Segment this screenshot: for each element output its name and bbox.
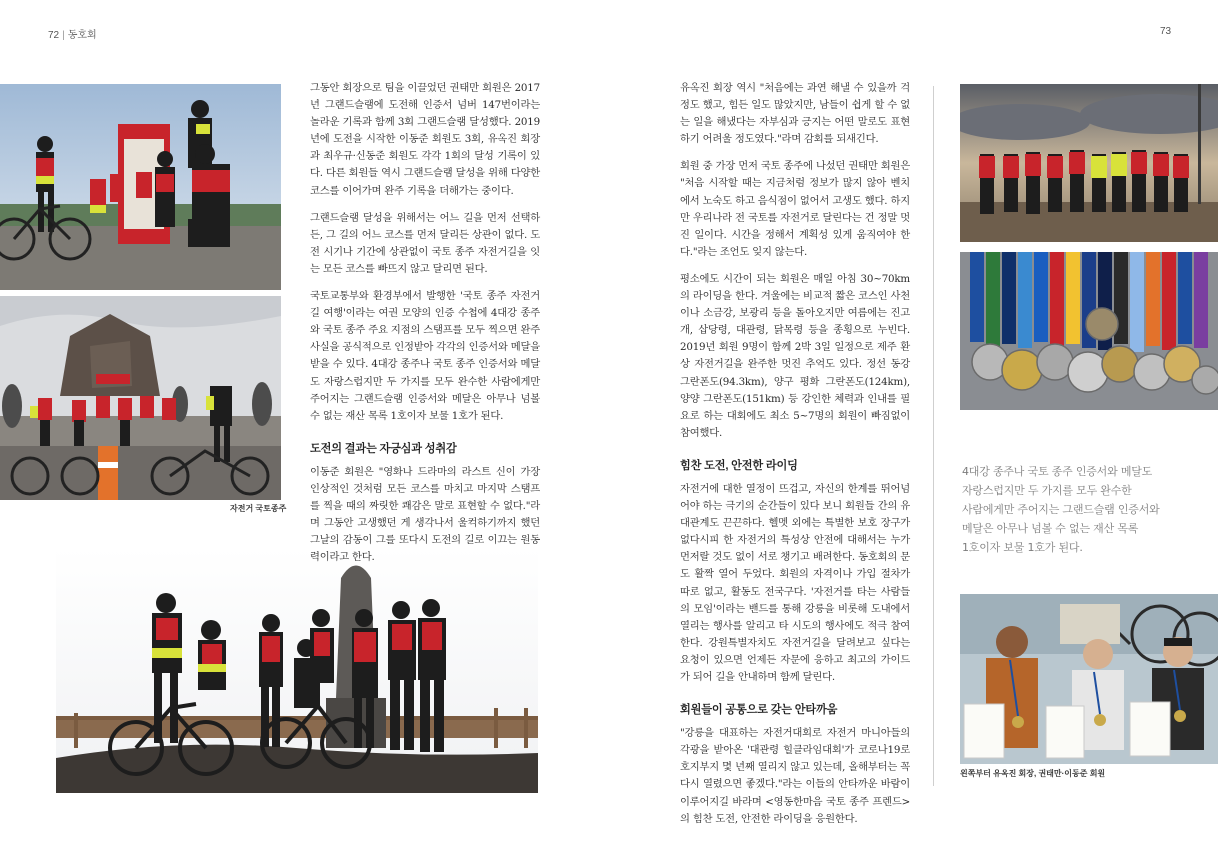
header-separator: |	[62, 30, 65, 41]
column-divider	[933, 86, 934, 786]
col2-paragraph-3: 평소에도 시간이 되는 회원은 매일 아침 30~70km의 라이딩을 한다. 겨울에는 비교적 짧은 코스인 사천이나 소금강, 보광리 등을 돌아오지만 여름에는 진고개, 삽당령, 대관령, 닭목령 등을 종횡으로 누빈다. 2019년 회원 9명이 함께 2박 3일 일정으로 제주 환상 자전거길을 완주한 멋진 추억도 있다. 정선 동강 그란폰도(94.3km), 양구 평화 그란폰도(124km), 양양 그란폰도(151km) 등 강인한 체력과 인내를 필요로 하는 대회에도 최소 5~7명의 회원이 빠짐없이 참여했다.	[680, 272, 910, 439]
pull-quote-line: 사람에게만 주어지는 그랜드슬램 인증서와	[962, 503, 1160, 516]
left-section-title: 동호회	[67, 30, 97, 41]
col2-paragraph-2: 회원 중 가장 먼저 국토 종주에 나섰던 권태만 회원은 "처음 시작할 때는 지금처럼 정보가 많지 않아 벤치에서 노숙도 하고 음식점이 없어서 고생도 했다. 하지만 우리나라 전 국토를 자전거로 달린다는 건 정말 멋진 일이다. 시간을 정해서 계획성 있게 움직여야 한다."라는 조언도 잊지 않는다.	[680, 160, 910, 258]
photo-cyclists-phone-booth	[0, 84, 281, 290]
photo-cyclists-stone-monument	[0, 296, 281, 500]
right-page-number: 73	[1160, 26, 1172, 37]
col2-section2-paragraph-1: "강릉을 대표하는 자전거대회로 자전거 마니아들의 각광을 받아온 '대관령 힐클라임대회'가 코로나19로 호지부지 몇 년째 열리지 않고 있는데, 올해부터는 꼭 다시 열렸으면 좋겠다."라는 이들의 안타까운 바람이 이루어지길 바라며 <영동한마음 국토 종주 프렌드>의 힘찬 도전, 안전한 라이딩을 응원한다.	[680, 727, 910, 825]
article-column-1	[310, 80, 540, 576]
left-page-number: 72	[48, 30, 60, 41]
col1-paragraph-2: 그랜드슬램 달성을 위해서는 어느 길을 먼저 선택하든, 그 길의 어느 코스를 먼저 달리든 상관이 없다. 도전 시기나 기간에 상관없이 국토 종주 자전거길을 잇는 모든 코스를 빠뜨지 않고 달리면 된다.	[310, 211, 540, 275]
col2-section-heading-2: 회원들이 공통으로 갖는 안타까움	[680, 704, 838, 717]
col2-section-heading-1: 힘찬 도전, 안전한 라이딩	[680, 459, 798, 472]
page-header-left	[48, 26, 97, 41]
pull-quote-line: 메달은 아무나 넘볼 수 없는 재산 목록	[962, 522, 1139, 535]
col2-section1-paragraph-1: 자전거에 대한 열정이 뜨겁고, 자신의 한계를 뛰어넘어야 하는 극기의 순간들이 있다 보니 회원들 간의 유대관계도 끈끈하다. 헬멧 외에는 특별한 보호 장구가 없다시피 한 자전거의 특성상 안전에 대해서는 누가 먼저랄 것도 없이 서로 챙기고 배려한다. 동호회의 문도 활짝 열어 두었다. 회원의 자격이나 가입 절차가 따로 없고, 활동도 전국구다. '자전거를 타는 사람들의 모임'이라는 밴드를 통해 강릉을 비롯해 도내에서 열리는 행사를 알리고 타 시도의 행사에도 적극 참여한다. 강원특별자치도 자전거길을 달려보고 싶다는 요청이 있으면 언제든 자문에 응하고 최고의 가이드가 되어 길을 안내하며 함께 달린다.	[680, 482, 910, 683]
photo-cyclists-sunset	[960, 84, 1218, 242]
article-column-2	[680, 80, 910, 838]
photo-medals	[960, 252, 1218, 410]
pull-quote-line: 1호이자 보물 1호가 된다.	[962, 541, 1083, 554]
col1-paragraph-3: 국토교통부와 환경부에서 발행한 '국토 종주 자전거길 여행'이라는 여권 모양의 인증 수첩에 4대강 종주와 국토 종주 주요 지점의 스탬프를 모두 찍으면 완주 사실을 공식적으로 인정받아 각각의 인증서와 메달을 받을 수 있다. 4대강 종주나 국토 종주 인증서와 메달도 자랑스럽지만 두 가지를 모두 완수한 사람에게만 주어지는 그랜드슬램 인증서와 메달은 아무나 넘볼 수 없는 재산 목록 1호이자 보물 1호가 된다.	[310, 290, 540, 422]
col1-paragraph-1: 그동안 회장으로 팀을 이끌었던 권태만 회원은 2017년 그랜드슬램에 도전해 인증서 넘버 147번이라는 놀라운 기록과 함께 3회 그랜드슬램 달성했다. 2019년에 도전을 시작한 이동준 회원도 3회, 유옥진 회장과 최우규·신동준 회원도 각각 1회의 달성 기록이 있다. 다른 회원들 역시 그랜드슬램 달성을 위해 다양한 코스를 이어가며 완주 기록을 더해가는 중이다.	[310, 82, 540, 197]
pull-quote-line: 자랑스럽지만 두 가지를 모두 완수한	[962, 484, 1132, 497]
pull-quote	[962, 462, 1187, 557]
pull-quote-line: 4대강 종주나 국토 종주 인증서와 메달도	[962, 465, 1153, 478]
photo-members-certificates	[960, 594, 1218, 764]
caption-right-photo: 왼쪽부터 유옥진 회장, 권태만·이동준 회원	[960, 769, 1106, 778]
col1-section-paragraph-1: 이동준 회원은 "영화나 드라마의 라스트 신이 가장 인상적인 것처럼 모든 코스를 마치고 마지막 스탬프를 찍을 때의 짜릿한 쾌감은 말로 표현할 수 없다."라며 그동안 고생했던 게 생각나서 울컥하기까지 했던 그날의 감동이 그를 또다시 도전의 길로 이끄는 원동력이라고 한다.	[310, 465, 540, 564]
col2-paragraph-1: 유옥진 회장 역시 "처음에는 과연 해낼 수 있을까 걱정도 했고, 힘든 일도 많았지만, 남들이 쉽게 할 수 없는 일을 해냈다는 자부심과 긍지는 어떤 말로도 표현하기 어려울 정도였다."라며 감회를 되새긴다.	[680, 82, 910, 146]
caption-left-photo: 자전거 국토종주	[230, 504, 287, 513]
col1-section-heading: 도전의 결과는 자긍심과 성취감	[310, 442, 457, 455]
photo-group-statue	[56, 548, 538, 793]
